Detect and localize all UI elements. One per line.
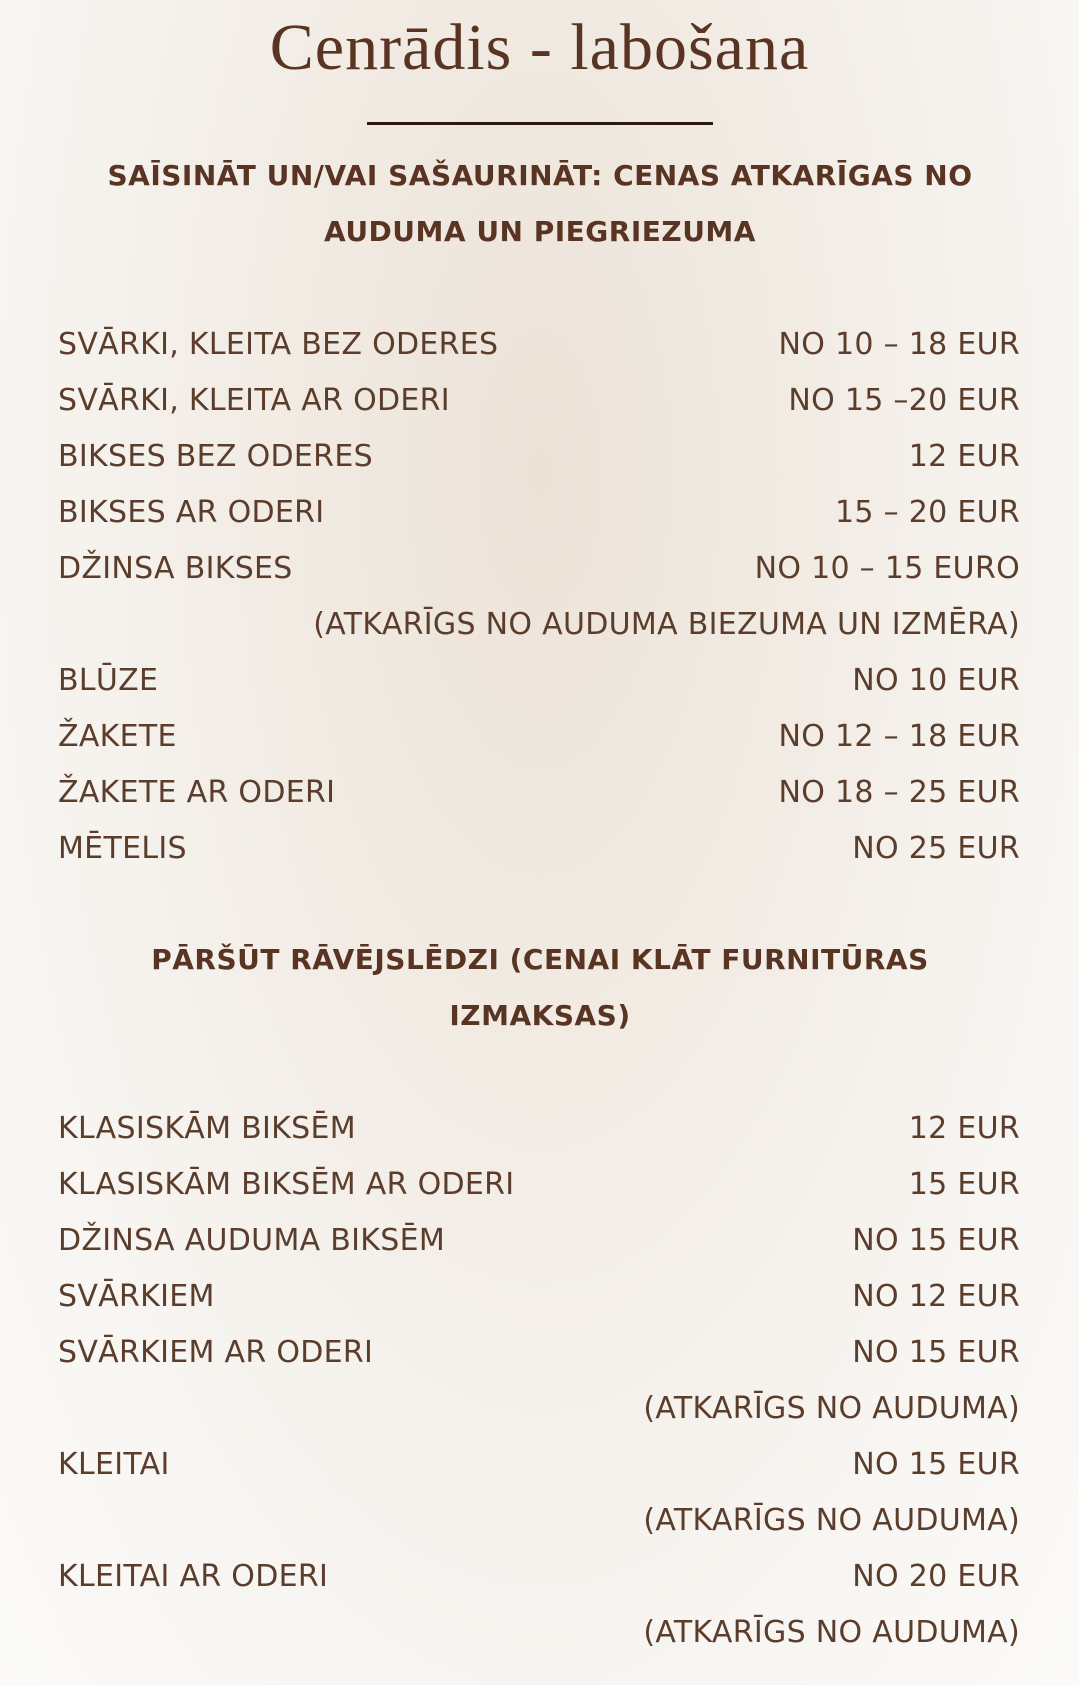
price-note-row [58, 1492, 1020, 1548]
item-price: 12 EUR [908, 1110, 1020, 1146]
section-heading-line: SAĪSINĀT UN/VAI SAŠAURINĀT: CENAS ATKARĪGAS NO [107, 159, 973, 192]
item-name: BIKSES BEZ ODERES [58, 438, 373, 474]
section-heading-zipper [60, 932, 1020, 1044]
price-note: (ATKARĪGS NO AUDUMA) [643, 1502, 1020, 1538]
item-name: KLEITAI [58, 1446, 170, 1482]
price-note-row [58, 1604, 1020, 1660]
item-price: 15 – 20 EUR [834, 494, 1020, 530]
price-note: (ATKARĪGS NO AUDUMA) [643, 1390, 1020, 1426]
item-price: NO 12 – 18 EUR [778, 718, 1020, 754]
section-heading-shortening [60, 148, 1020, 260]
price-note-row [58, 1380, 1020, 1436]
price-row [58, 1268, 1020, 1324]
item-name: KLASISKĀM BIKSĒM [58, 1110, 356, 1146]
price-row [58, 540, 1020, 596]
price-row [58, 652, 1020, 708]
price-list-shortening [58, 316, 1020, 876]
item-price: NO 20 EUR [852, 1558, 1020, 1594]
item-price: 12 EUR [908, 438, 1020, 474]
section-heading-line: IZMAKSAS) [449, 999, 631, 1032]
item-price: NO 15 –20 EUR [788, 382, 1020, 418]
item-price: NO 10 EUR [852, 662, 1020, 698]
item-price: NO 10 – 15 EURO [754, 550, 1020, 586]
item-name: SVĀRKIEM AR ODERI [58, 1334, 374, 1370]
price-list-zipper [58, 1100, 1020, 1660]
price-row [58, 484, 1020, 540]
price-row [58, 1324, 1020, 1380]
item-name: MĒTELIS [58, 830, 187, 866]
price-row [58, 1548, 1020, 1604]
price-note: (ATKARĪGS NO AUDUMA BIEZUMA UN IZMĒRA) [313, 606, 1020, 642]
item-price: 15 EUR [908, 1166, 1020, 1202]
section-heading-line: AUDUMA UN PIEGRIEZUMA [324, 215, 756, 248]
item-price: NO 18 – 25 EUR [778, 774, 1020, 810]
price-row [58, 316, 1020, 372]
section-heading-line: PĀRŠŪT RĀVĒJSLĒDZI (CENAI KLĀT FURNITŪRAS [151, 943, 929, 976]
item-name: BIKSES AR ODERI [58, 494, 325, 530]
item-price: NO 15 EUR [852, 1446, 1020, 1482]
price-note: (ATKARĪGS NO AUDUMA) [643, 1614, 1020, 1650]
price-row [58, 764, 1020, 820]
price-row [58, 708, 1020, 764]
price-row [58, 1212, 1020, 1268]
item-price: NO 15 EUR [852, 1334, 1020, 1370]
item-name: DŽINSA AUDUMA BIKSĒM [58, 1222, 446, 1258]
price-row [58, 820, 1020, 876]
item-name: SVĀRKI, KLEITA AR ODERI [58, 382, 450, 418]
item-name: SVĀRKIEM [58, 1278, 215, 1314]
price-row [58, 372, 1020, 428]
price-row [58, 1436, 1020, 1492]
item-name: DŽINSA BIKSES [58, 550, 293, 586]
item-name: ŽAKETE AR ODERI [58, 774, 336, 810]
item-name: BLŪZE [58, 662, 159, 698]
item-name: SVĀRKI, KLEITA BEZ ODERES [58, 326, 499, 362]
title-divider [367, 122, 713, 125]
item-name: ŽAKETE [58, 718, 177, 754]
price-row [58, 1156, 1020, 1212]
price-note-row [58, 596, 1020, 652]
item-price: NO 25 EUR [852, 830, 1020, 866]
page-title: Cenrādis - labošana [269, 11, 810, 84]
price-row [58, 428, 1020, 484]
item-name: KLEITAI AR ODERI [58, 1558, 329, 1594]
item-price: NO 12 EUR [852, 1278, 1020, 1314]
item-price: NO 15 EUR [852, 1222, 1020, 1258]
item-name: KLASISKĀM BIKSĒM AR ODERI [58, 1166, 515, 1202]
item-price: NO 10 – 18 EUR [778, 326, 1020, 362]
price-row [58, 1100, 1020, 1156]
